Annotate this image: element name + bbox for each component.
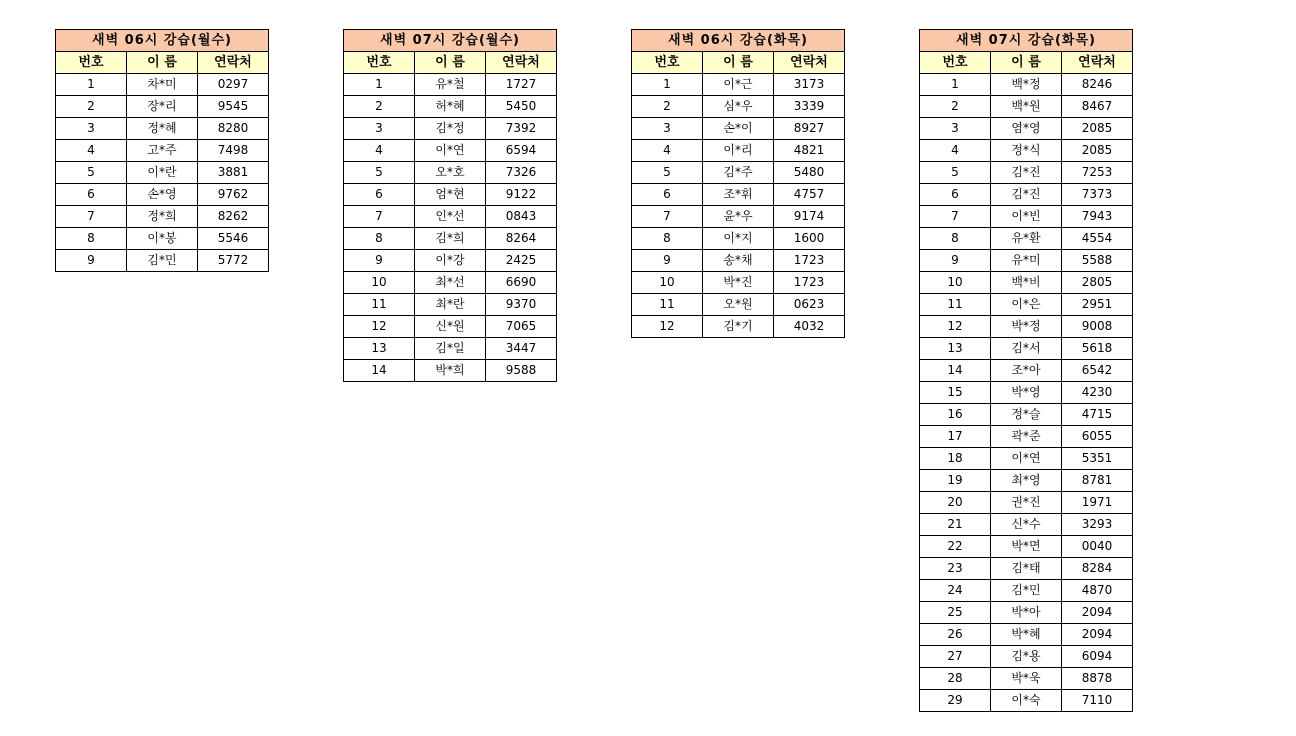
table-title: 새벽 07시 강습(화목) [920, 30, 1133, 52]
cell-name: 백*원 [991, 96, 1062, 118]
table-row [344, 228, 557, 250]
table-row [632, 316, 845, 338]
table-row [920, 580, 1133, 602]
table-row [632, 140, 845, 162]
table-row [344, 316, 557, 338]
cell-number: 13 [344, 338, 415, 360]
column-header-number: 번호 [56, 52, 127, 74]
cell-contact: 2085 [1062, 140, 1133, 162]
table-row [632, 250, 845, 272]
column-header-contact: 연락처 [198, 52, 269, 74]
roster-table-0700-mon-wed [343, 29, 557, 382]
table-row [344, 140, 557, 162]
cell-number: 11 [920, 294, 991, 316]
cell-number: 6 [632, 184, 703, 206]
cell-number: 1 [920, 74, 991, 96]
cell-contact: 7943 [1062, 206, 1133, 228]
cell-name: 이*근 [703, 74, 774, 96]
table-row [344, 338, 557, 360]
table-title: 새벽 07시 강습(월수) [344, 30, 557, 52]
cell-name: 이*은 [991, 294, 1062, 316]
cell-contact: 5450 [486, 96, 557, 118]
cell-contact: 2094 [1062, 624, 1133, 646]
cell-number: 3 [344, 118, 415, 140]
cell-contact: 1727 [486, 74, 557, 96]
cell-contact: 8264 [486, 228, 557, 250]
table-row [920, 96, 1133, 118]
cell-name: 이*리 [703, 140, 774, 162]
cell-number: 19 [920, 470, 991, 492]
column-header-name: 이 름 [703, 52, 774, 74]
roster-table-0700-tue-thu [919, 29, 1133, 712]
cell-number: 22 [920, 536, 991, 558]
cell-contact: 1723 [774, 250, 845, 272]
cell-number: 4 [344, 140, 415, 162]
cell-contact: 6690 [486, 272, 557, 294]
table-row [344, 250, 557, 272]
table-title: 새벽 06시 강습(월수) [56, 30, 269, 52]
table-row [920, 448, 1133, 470]
column-header-contact: 연락처 [486, 52, 557, 74]
cell-name: 조*휘 [703, 184, 774, 206]
cell-number: 6 [56, 184, 127, 206]
table-row [344, 360, 557, 382]
cell-contact: 5480 [774, 162, 845, 184]
cell-contact: 8246 [1062, 74, 1133, 96]
cell-contact: 5588 [1062, 250, 1133, 272]
cell-contact: 9122 [486, 184, 557, 206]
cell-contact: 9370 [486, 294, 557, 316]
table-row [920, 690, 1133, 712]
cell-contact: 1600 [774, 228, 845, 250]
cell-name: 권*진 [991, 492, 1062, 514]
table-title: 새벽 06시 강습(화목) [632, 30, 845, 52]
cell-name: 최*선 [415, 272, 486, 294]
cell-name: 김*민 [991, 580, 1062, 602]
cell-number: 8 [344, 228, 415, 250]
table-row [56, 74, 269, 96]
cell-number: 5 [920, 162, 991, 184]
cell-contact: 8878 [1062, 668, 1133, 690]
cell-contact: 9174 [774, 206, 845, 228]
cell-number: 2 [632, 96, 703, 118]
table-row [632, 74, 845, 96]
table-row [920, 316, 1133, 338]
cell-number: 2 [920, 96, 991, 118]
cell-name: 김*기 [703, 316, 774, 338]
table-row [920, 514, 1133, 536]
cell-number: 12 [344, 316, 415, 338]
cell-number: 26 [920, 624, 991, 646]
cell-name: 인*선 [415, 206, 486, 228]
table-row [920, 140, 1133, 162]
cell-name: 차*미 [127, 74, 198, 96]
table-row [344, 118, 557, 140]
table-row [56, 162, 269, 184]
table-row [632, 272, 845, 294]
table-row [920, 470, 1133, 492]
cell-contact: 8280 [198, 118, 269, 140]
table-row [920, 602, 1133, 624]
cell-number: 7 [920, 206, 991, 228]
roster-table-0600-tue-thu [631, 29, 845, 338]
table-row [920, 492, 1133, 514]
cell-contact: 4757 [774, 184, 845, 206]
cell-number: 18 [920, 448, 991, 470]
cell-name: 박*희 [415, 360, 486, 382]
cell-name: 김*태 [991, 558, 1062, 580]
cell-number: 7 [56, 206, 127, 228]
column-header-contact: 연락처 [774, 52, 845, 74]
cell-contact: 7392 [486, 118, 557, 140]
table-row [920, 668, 1133, 690]
table-row [920, 382, 1133, 404]
cell-number: 7 [344, 206, 415, 228]
table-row [920, 118, 1133, 140]
column-header-number: 번호 [632, 52, 703, 74]
cell-name: 이*강 [415, 250, 486, 272]
cell-name: 이*연 [991, 448, 1062, 470]
cell-number: 9 [56, 250, 127, 272]
table-row [920, 272, 1133, 294]
cell-number: 8 [920, 228, 991, 250]
cell-number: 20 [920, 492, 991, 514]
cell-contact: 6094 [1062, 646, 1133, 668]
cell-contact: 8927 [774, 118, 845, 140]
cell-contact: 4032 [774, 316, 845, 338]
table-row [920, 206, 1133, 228]
cell-name: 조*아 [991, 360, 1062, 382]
cell-number: 7 [632, 206, 703, 228]
cell-name: 김*진 [991, 184, 1062, 206]
cell-number: 5 [344, 162, 415, 184]
cell-contact: 4554 [1062, 228, 1133, 250]
cell-contact: 0040 [1062, 536, 1133, 558]
table-row [56, 206, 269, 228]
cell-contact: 7065 [486, 316, 557, 338]
table-row [632, 162, 845, 184]
table-row [56, 228, 269, 250]
cell-number: 12 [632, 316, 703, 338]
cell-contact: 5618 [1062, 338, 1133, 360]
table-body [632, 74, 845, 338]
cell-name: 정*희 [127, 206, 198, 228]
cell-number: 4 [920, 140, 991, 162]
cell-contact: 9588 [486, 360, 557, 382]
table-row [344, 272, 557, 294]
cell-number: 2 [56, 96, 127, 118]
cell-name: 최*란 [415, 294, 486, 316]
cell-contact: 8262 [198, 206, 269, 228]
cell-number: 1 [56, 74, 127, 96]
cell-number: 9 [632, 250, 703, 272]
cell-number: 24 [920, 580, 991, 602]
cell-number: 8 [632, 228, 703, 250]
cell-name: 박*영 [991, 382, 1062, 404]
cell-name: 백*비 [991, 272, 1062, 294]
cell-contact: 8467 [1062, 96, 1133, 118]
cell-name: 이*봉 [127, 228, 198, 250]
cell-contact: 6594 [486, 140, 557, 162]
table-row [920, 646, 1133, 668]
table-body [56, 74, 269, 272]
cell-contact: 5772 [198, 250, 269, 272]
cell-name: 염*영 [991, 118, 1062, 140]
cell-contact: 1971 [1062, 492, 1133, 514]
cell-name: 김*민 [127, 250, 198, 272]
cell-number: 5 [56, 162, 127, 184]
cell-name: 김*진 [991, 162, 1062, 184]
cell-contact: 2951 [1062, 294, 1133, 316]
column-header-contact: 연락처 [1062, 52, 1133, 74]
cell-contact: 7373 [1062, 184, 1133, 206]
cell-contact: 4870 [1062, 580, 1133, 602]
table-row [344, 74, 557, 96]
cell-number: 14 [344, 360, 415, 382]
column-header-name: 이 름 [415, 52, 486, 74]
table-row [920, 338, 1133, 360]
cell-contact: 0297 [198, 74, 269, 96]
table-row [920, 536, 1133, 558]
cell-number: 3 [56, 118, 127, 140]
table-row [56, 250, 269, 272]
cell-contact: 2805 [1062, 272, 1133, 294]
cell-number: 14 [920, 360, 991, 382]
cell-name: 박*진 [703, 272, 774, 294]
table-row [920, 624, 1133, 646]
cell-number: 28 [920, 668, 991, 690]
cell-name: 김*일 [415, 338, 486, 360]
table-body [344, 74, 557, 382]
cell-number: 2 [344, 96, 415, 118]
table-row [56, 140, 269, 162]
table-row [344, 206, 557, 228]
table-row [56, 118, 269, 140]
cell-name: 박*면 [991, 536, 1062, 558]
cell-name: 박*혜 [991, 624, 1062, 646]
table-row [632, 228, 845, 250]
cell-number: 5 [632, 162, 703, 184]
cell-name: 오*원 [703, 294, 774, 316]
cell-name: 엄*현 [415, 184, 486, 206]
cell-name: 이*숙 [991, 690, 1062, 712]
cell-name: 김*정 [415, 118, 486, 140]
cell-number: 3 [920, 118, 991, 140]
cell-contact: 5546 [198, 228, 269, 250]
cell-contact: 1723 [774, 272, 845, 294]
cell-name: 윤*우 [703, 206, 774, 228]
cell-number: 23 [920, 558, 991, 580]
table-row [344, 162, 557, 184]
cell-contact: 7253 [1062, 162, 1133, 184]
cell-number: 10 [920, 272, 991, 294]
cell-number: 10 [632, 272, 703, 294]
table-body [920, 74, 1133, 712]
cell-number: 3 [632, 118, 703, 140]
cell-number: 4 [56, 140, 127, 162]
table-row [344, 184, 557, 206]
column-header-number: 번호 [344, 52, 415, 74]
cell-contact: 9762 [198, 184, 269, 206]
cell-name: 박*정 [991, 316, 1062, 338]
cell-contact: 5351 [1062, 448, 1133, 470]
cell-contact: 2085 [1062, 118, 1133, 140]
cell-name: 정*식 [991, 140, 1062, 162]
cell-name: 장*리 [127, 96, 198, 118]
cell-number: 9 [920, 250, 991, 272]
column-header-name: 이 름 [991, 52, 1062, 74]
cell-number: 27 [920, 646, 991, 668]
cell-name: 오*호 [415, 162, 486, 184]
cell-contact: 7326 [486, 162, 557, 184]
cell-number: 17 [920, 426, 991, 448]
roster-table-0600-mon-wed [55, 29, 269, 272]
cell-number: 1 [632, 74, 703, 96]
cell-name: 유*철 [415, 74, 486, 96]
cell-contact: 6055 [1062, 426, 1133, 448]
table-row [56, 184, 269, 206]
column-header-number: 번호 [920, 52, 991, 74]
cell-contact: 2425 [486, 250, 557, 272]
table-row [56, 96, 269, 118]
cell-number: 25 [920, 602, 991, 624]
cell-name: 이*빈 [991, 206, 1062, 228]
cell-contact: 4230 [1062, 382, 1133, 404]
cell-number: 9 [344, 250, 415, 272]
cell-contact: 3173 [774, 74, 845, 96]
cell-contact: 6542 [1062, 360, 1133, 382]
cell-number: 29 [920, 690, 991, 712]
cell-name: 김*서 [991, 338, 1062, 360]
cell-name: 고*주 [127, 140, 198, 162]
column-header-name: 이 름 [127, 52, 198, 74]
cell-number: 12 [920, 316, 991, 338]
cell-name: 신*원 [415, 316, 486, 338]
table-row [920, 404, 1133, 426]
cell-contact: 4821 [774, 140, 845, 162]
cell-contact: 7110 [1062, 690, 1133, 712]
cell-name: 최*영 [991, 470, 1062, 492]
table-row [632, 96, 845, 118]
cell-number: 6 [920, 184, 991, 206]
cell-number: 21 [920, 514, 991, 536]
cell-number: 16 [920, 404, 991, 426]
cell-name: 정*슬 [991, 404, 1062, 426]
cell-contact: 3339 [774, 96, 845, 118]
cell-contact: 8781 [1062, 470, 1133, 492]
cell-number: 8 [56, 228, 127, 250]
table-row [632, 206, 845, 228]
cell-number: 15 [920, 382, 991, 404]
cell-contact: 0623 [774, 294, 845, 316]
table-row [632, 118, 845, 140]
cell-contact: 9545 [198, 96, 269, 118]
table-row [344, 96, 557, 118]
cell-name: 김*희 [415, 228, 486, 250]
table-row [920, 294, 1133, 316]
cell-name: 김*용 [991, 646, 1062, 668]
cell-name: 신*수 [991, 514, 1062, 536]
cell-contact: 3881 [198, 162, 269, 184]
cell-number: 10 [344, 272, 415, 294]
cell-name: 이*지 [703, 228, 774, 250]
table-row [632, 184, 845, 206]
cell-name: 정*혜 [127, 118, 198, 140]
cell-name: 이*연 [415, 140, 486, 162]
table-row [920, 360, 1133, 382]
table-row [920, 184, 1133, 206]
cell-name: 유*환 [991, 228, 1062, 250]
cell-number: 13 [920, 338, 991, 360]
cell-name: 박*아 [991, 602, 1062, 624]
table-row [920, 426, 1133, 448]
cell-name: 곽*준 [991, 426, 1062, 448]
cell-contact: 9008 [1062, 316, 1133, 338]
cell-contact: 8284 [1062, 558, 1133, 580]
cell-number: 1 [344, 74, 415, 96]
table-row [920, 558, 1133, 580]
cell-name: 김*주 [703, 162, 774, 184]
table-row [344, 294, 557, 316]
cell-number: 11 [632, 294, 703, 316]
table-row [920, 74, 1133, 96]
cell-name: 이*란 [127, 162, 198, 184]
table-row [920, 228, 1133, 250]
cell-contact: 0843 [486, 206, 557, 228]
cell-contact: 3293 [1062, 514, 1133, 536]
cell-name: 심*우 [703, 96, 774, 118]
table-row [920, 162, 1133, 184]
cell-contact: 2094 [1062, 602, 1133, 624]
cell-name: 박*욱 [991, 668, 1062, 690]
cell-name: 손*영 [127, 184, 198, 206]
cell-name: 백*정 [991, 74, 1062, 96]
cell-number: 6 [344, 184, 415, 206]
cell-name: 송*채 [703, 250, 774, 272]
cell-contact: 3447 [486, 338, 557, 360]
cell-name: 유*미 [991, 250, 1062, 272]
cell-contact: 7498 [198, 140, 269, 162]
cell-contact: 4715 [1062, 404, 1133, 426]
table-row [920, 250, 1133, 272]
cell-number: 4 [632, 140, 703, 162]
cell-name: 허*혜 [415, 96, 486, 118]
cell-name: 손*이 [703, 118, 774, 140]
table-row [632, 294, 845, 316]
cell-number: 11 [344, 294, 415, 316]
